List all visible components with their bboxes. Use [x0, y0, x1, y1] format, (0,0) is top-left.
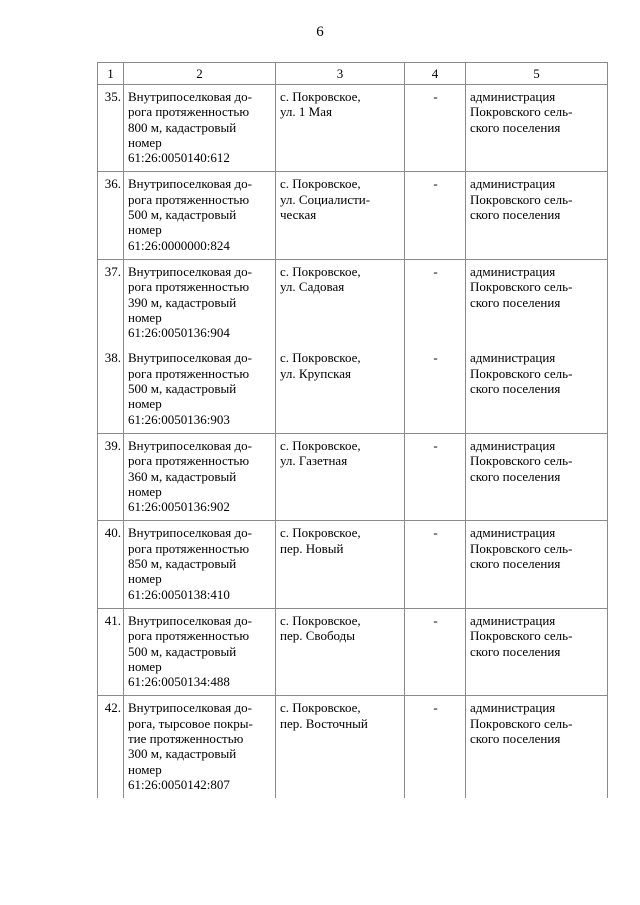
description-line: тие протяженностью — [128, 730, 244, 746]
owner-cell — [466, 259, 608, 346]
owner-cell — [466, 172, 608, 259]
description-line: рога протяженностью — [128, 191, 250, 207]
table-row — [98, 433, 608, 520]
description-line: рога протяженностью — [128, 540, 250, 556]
owner-line: Покровского сель- — [470, 365, 573, 381]
description-line: Внутрипоселковая до- — [128, 350, 252, 366]
description-line: 61:26:0050136:904 — [128, 325, 230, 341]
owner-cell — [466, 608, 608, 695]
owner-line: ского поселения — [470, 119, 561, 135]
owner-line: Покровского сель- — [470, 628, 573, 644]
column-4-cell: - — [405, 85, 466, 172]
description-line: 61:26:0050138:410 — [128, 586, 230, 602]
owner-line: Покровского сель- — [470, 715, 573, 731]
description-line: 500 м, кадастровый — [128, 643, 237, 659]
description-line: номер — [128, 222, 162, 238]
address-line: с. Покровское, — [280, 263, 361, 279]
owner-line: ского поселения — [470, 643, 561, 659]
description-line: 360 м, кадастровый — [128, 468, 237, 484]
property-table — [97, 62, 608, 798]
description-line: 300 м, кадастровый — [128, 746, 237, 762]
owner-cell — [466, 433, 608, 520]
column-4-cell: - — [405, 696, 466, 798]
description-line: 850 м, кадастровый — [128, 556, 237, 572]
address-cell — [276, 259, 405, 346]
address-line: с. Покровское, — [280, 350, 361, 366]
description-line: Внутрипоселковая до- — [128, 525, 252, 541]
table-row — [98, 172, 608, 259]
address-line: ул. 1 Мая — [280, 104, 332, 120]
description-line: Внутрипоселковая до- — [128, 89, 252, 104]
column-4-cell: - — [405, 172, 466, 259]
table-row — [98, 85, 608, 172]
description-line: рога протяженностью — [128, 279, 250, 295]
column-4-cell: - — [405, 346, 466, 433]
owner-cell — [466, 521, 608, 608]
owner-line: ского поселения — [470, 207, 561, 223]
address-cell — [276, 85, 405, 172]
description-line: Внутрипоселковая до- — [128, 700, 252, 716]
description-line: номер — [128, 571, 162, 587]
description-line: 500 м, кадастровый — [128, 207, 237, 223]
description-line: 61:26:0050134:488 — [128, 674, 230, 690]
owner-line: администрация — [470, 176, 556, 192]
description-line: Внутрипоселковая до- — [128, 263, 252, 279]
description-line: 800 м, кадастровый — [128, 119, 237, 135]
owner-line: администрация — [470, 263, 556, 279]
owner-cell — [466, 696, 608, 798]
owner-line: администрация — [470, 525, 556, 541]
description-line: номер — [128, 396, 162, 412]
address-line: с. Покровское, — [280, 612, 361, 628]
owner-line: ского поселения — [470, 556, 561, 572]
owner-line: Покровского сель- — [470, 191, 573, 207]
owner-cell — [466, 346, 608, 433]
description-line: рога протяженностью — [128, 104, 250, 120]
address-line: с. Покровское, — [280, 437, 361, 453]
description-cell — [124, 259, 276, 346]
table-row — [98, 608, 608, 695]
description-cell — [124, 696, 276, 798]
row-number-cell: 38. — [98, 346, 124, 433]
owner-line: ского поселения — [470, 730, 561, 746]
description-cell — [124, 521, 276, 608]
address-line: с. Покровское, — [280, 176, 361, 192]
row-number-cell: 40. — [98, 521, 124, 608]
address-cell — [276, 696, 405, 798]
row-number-cell: 35. — [98, 85, 124, 172]
description-cell — [124, 433, 276, 520]
row-number-cell: 41. — [98, 608, 124, 695]
address-cell — [276, 433, 405, 520]
property-table-container — [97, 62, 607, 798]
table-header-row — [98, 63, 608, 85]
owner-cell — [466, 85, 608, 172]
row-number-cell: 37. — [98, 259, 124, 346]
address-line: ул. Крупская — [280, 365, 352, 381]
address-line: ул. Садовая — [280, 279, 345, 295]
address-line: пер. Новый — [280, 540, 344, 556]
description-cell — [124, 85, 276, 172]
description-line: рога протяженностью — [128, 453, 250, 469]
owner-line: Покровского сель- — [470, 540, 573, 556]
description-line: номер — [128, 658, 162, 674]
row-number-cell: 42. — [98, 696, 124, 798]
owner-line: администрация — [470, 612, 556, 628]
description-line: 61:26:0050140:612 — [128, 150, 230, 166]
owner-line: ского поселения — [470, 381, 561, 397]
column-4-cell: - — [405, 259, 466, 346]
address-line: ул. Газетная — [280, 453, 348, 469]
description-line: номер — [128, 761, 162, 777]
address-line: ул. Социалисти- — [280, 191, 371, 207]
owner-line: ского поселения — [470, 294, 561, 310]
description-line: 390 м, кадастровый — [128, 294, 237, 310]
owner-line: администрация — [470, 350, 556, 366]
owner-line: администрация — [470, 700, 556, 716]
description-line: рога протяженностью — [128, 365, 250, 381]
address-cell — [276, 521, 405, 608]
column-4-cell: - — [405, 433, 466, 520]
table-row — [98, 521, 608, 608]
owner-line: ского поселения — [470, 468, 561, 484]
address-cell — [276, 608, 405, 695]
address-line: с. Покровское, — [280, 525, 361, 541]
description-line: 61:26:0000000:824 — [128, 237, 230, 253]
column-header: 5 — [466, 63, 608, 85]
description-cell — [124, 608, 276, 695]
owner-line: администрация — [470, 89, 556, 104]
column-header: 2 — [124, 63, 276, 85]
description-line: рога протяженностью — [128, 628, 250, 644]
table-row — [98, 346, 608, 433]
owner-line: Покровского сель- — [470, 104, 573, 120]
description-line: Внутрипоселковая до- — [128, 176, 252, 192]
row-number-cell: 36. — [98, 172, 124, 259]
description-line: Внутрипоселковая до- — [128, 437, 252, 453]
owner-line: Покровского сель- — [470, 453, 573, 469]
address-cell — [276, 172, 405, 259]
column-header: 1 — [98, 63, 124, 85]
address-line: с. Покровское, — [280, 700, 361, 716]
page-number: 6 — [316, 24, 324, 40]
description-line: 61:26:0050142:807 — [128, 776, 230, 792]
description-line: номер — [128, 483, 162, 499]
address-line: ческая — [280, 207, 317, 223]
description-line: рога, тырсовое покры- — [128, 715, 253, 731]
address-line: пер. Свободы — [280, 628, 356, 644]
description-cell — [124, 346, 276, 433]
description-line: 61:26:0050136:903 — [128, 411, 230, 427]
address-cell — [276, 346, 405, 433]
column-4-cell: - — [405, 608, 466, 695]
row-number-cell: 39. — [98, 433, 124, 520]
description-line: номер — [128, 134, 162, 150]
address-line: пер. Восточный — [280, 715, 368, 731]
description-line: 500 м, кадастровый — [128, 381, 237, 397]
owner-line: администрация — [470, 437, 556, 453]
table-row — [98, 259, 608, 346]
address-line: с. Покровское, — [280, 89, 361, 104]
description-line: Внутрипоселковая до- — [128, 612, 252, 628]
column-header: 4 — [405, 63, 466, 85]
description-line: номер — [128, 309, 162, 325]
owner-line: Покровского сель- — [470, 279, 573, 295]
column-header: 3 — [276, 63, 405, 85]
table-row — [98, 696, 608, 798]
table-body — [98, 85, 608, 799]
description-cell — [124, 172, 276, 259]
description-line: 61:26:0050136:902 — [128, 499, 230, 515]
column-4-cell: - — [405, 521, 466, 608]
